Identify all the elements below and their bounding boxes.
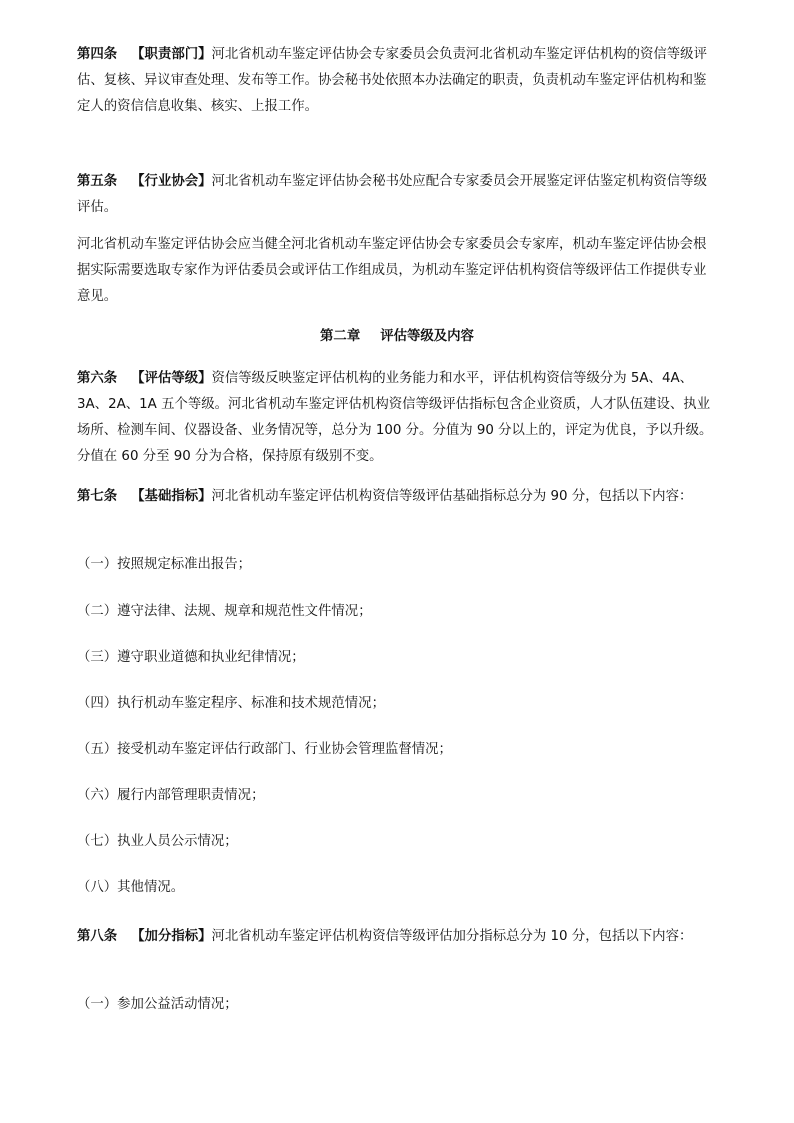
article-text: 河北省机动车鉴定评估机构资信等级评估加分指标总分为 10 分，包括以下内容： bbox=[211, 929, 693, 944]
article-text: 河北省机动车鉴定评估协会秘书处应配合专家委员会开展鉴定评估鉴定机构资信等级评估。 bbox=[77, 174, 707, 215]
list-item: （一）参加公益活动情况； bbox=[77, 997, 238, 1012]
article-tag: 【加分指标】 bbox=[131, 929, 212, 944]
article-number: 第八条 bbox=[77, 929, 118, 944]
list-item: （八）其他情况。 bbox=[77, 880, 185, 895]
article-number: 第四条 bbox=[77, 47, 118, 62]
article-7 bbox=[77, 484, 717, 510]
article-5 bbox=[77, 169, 717, 221]
article-tag: 【评估等级】 bbox=[131, 371, 212, 386]
chapter-number: 第二章 bbox=[320, 329, 361, 344]
article-number: 第五条 bbox=[77, 174, 118, 189]
article-text: 河北省机动车鉴定评估协会专家委员会负责河北省机动车鉴定评估机构的资信等级评估、复核、异议审查处理、发布等工作。协会秘书处依照本办法确定的职责，负责机动车鉴定评估机构和鉴定人的资信信息收集、核实、上报工作。 bbox=[77, 47, 707, 114]
article-tag: 【行业协会】 bbox=[131, 174, 212, 189]
article-text: 河北省机动车鉴定评估机构资信等级评估基础指标总分为 90 分，包括以下内容： bbox=[211, 489, 693, 504]
list-item: （七）执业人员公示情况； bbox=[77, 834, 238, 849]
article-text: 资信等级反映鉴定评估机构的业务能力和水平，评估机构资信等级分为 5A、4A、3A、2A、1A 五个等级。河北省机动车鉴定评估机构资信等级评估指标包含企业资质，人才队伍建设、执业场所、检测车间、仪器设备、业务情况等，总分为 100 分。分值为 90 分以上的，评定为优良，予以升级。分值在 60 分至 90 分为合格，保持原有级别不变。 bbox=[77, 371, 713, 464]
article-tag: 【职责部门】 bbox=[131, 47, 212, 62]
article-number: 第六条 bbox=[77, 371, 118, 386]
list-item: （六）履行内部管理职责情况； bbox=[77, 788, 265, 803]
list-item: （三）遵守职业道德和执业纪律情况； bbox=[77, 650, 305, 665]
article-number: 第七条 bbox=[77, 489, 118, 504]
list-item: （一）按照规定标准出报告； bbox=[77, 557, 252, 572]
list-item: （四）执行机动车鉴定程序、标准和技术规范情况； bbox=[77, 696, 385, 711]
chapter-title: 评估等级及内容 bbox=[380, 329, 474, 344]
chapter-heading bbox=[0, 324, 794, 350]
article-tag: 【基础指标】 bbox=[131, 489, 212, 504]
expert-paragraph: 河北省机动车鉴定评估协会应当健全河北省机动车鉴定评估协会专家委员会专家库，机动车鉴定评估协会根据实际需要选取专家作为评估委员会或评估工作组成员，为机动车鉴定评估机构资信等级评估工作提供专业意见。 bbox=[77, 237, 707, 304]
article-4 bbox=[77, 42, 717, 120]
article-6 bbox=[77, 366, 717, 470]
article-8 bbox=[77, 924, 717, 950]
list-item: （二）遵守法律、法规、规章和规范性文件情况； bbox=[77, 604, 372, 619]
list-item: （五）接受机动车鉴定评估行政部门、行业协会管理监督情况； bbox=[77, 742, 452, 757]
